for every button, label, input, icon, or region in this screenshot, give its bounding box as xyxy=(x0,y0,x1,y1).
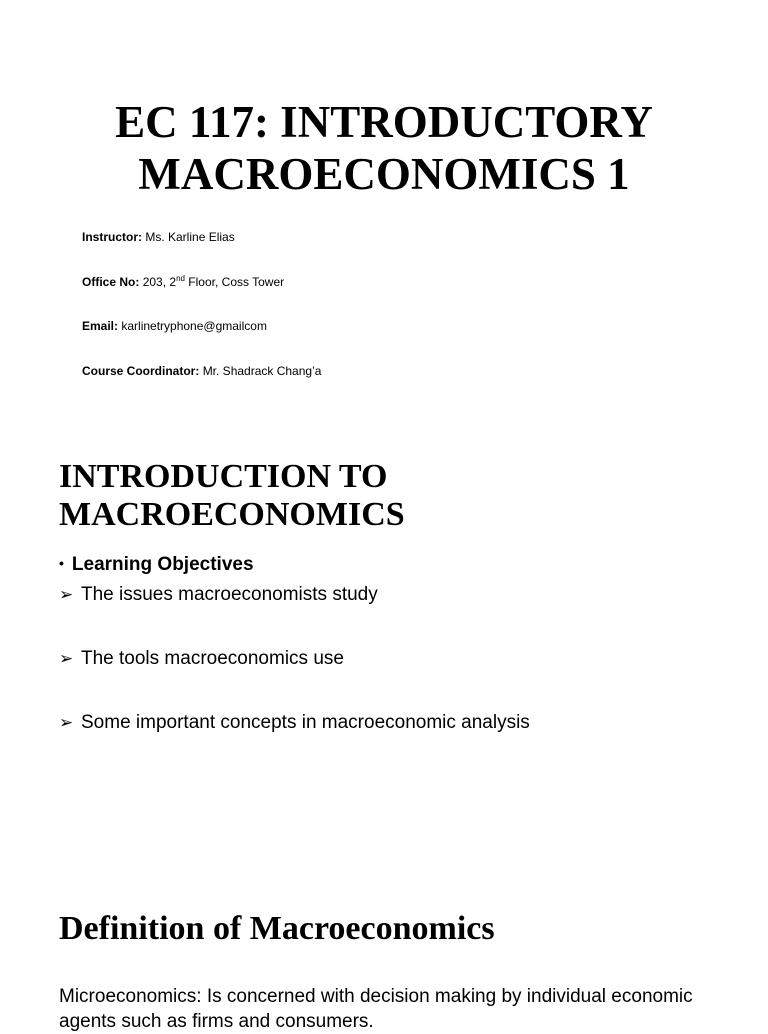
email-value: karlinetryphone@gmailcom xyxy=(121,319,267,333)
instructor-value: Ms. Karline Elias xyxy=(145,230,235,244)
title-line-2: MACROECONOMICS 1 xyxy=(138,149,630,199)
intro-heading-line-2: MACROECONOMICS xyxy=(59,496,405,533)
coordinator-label: Course Coordinator: xyxy=(82,364,200,378)
office-value-prefix: 203, 2 xyxy=(142,275,177,289)
learning-objectives-bullet xyxy=(59,551,254,577)
objective-text: Some important concepts in macroeconomic analysis xyxy=(81,712,530,733)
intro-heading xyxy=(59,458,405,534)
objective-item xyxy=(59,647,344,671)
title-line-1: EC 117: INTRODUCTORY xyxy=(115,97,653,147)
arrow-bullet-icon: ➢ xyxy=(59,585,74,604)
definition-paragraph: Microeconomics: Is concerned with decision making by individual economic agents such as firms and consumers. xyxy=(59,986,693,1032)
email-label: Email: xyxy=(82,319,119,333)
arrow-bullet-icon: ➢ xyxy=(59,713,74,732)
arrow-bullet-icon: ➢ xyxy=(59,649,74,668)
bullet-dot-icon: • xyxy=(59,555,64,571)
definition-heading: Definition of Macroeconomics xyxy=(59,910,495,947)
coordinator-info xyxy=(82,363,321,379)
objective-item xyxy=(59,583,378,607)
instructor-info xyxy=(82,229,235,245)
document-title xyxy=(0,96,768,200)
office-label: Office No: xyxy=(82,275,140,289)
office-value-superscript: nd xyxy=(176,274,185,283)
coordinator-value: Mr. Shadrack Chang’a xyxy=(202,364,322,378)
learning-objectives-label: Learning Objectives xyxy=(71,554,254,575)
objective-item xyxy=(59,711,530,735)
office-info xyxy=(82,274,284,290)
instructor-label: Instructor: xyxy=(82,230,142,244)
objective-text: The tools macroeconomics use xyxy=(81,648,344,669)
objective-text: The issues macroeconomists study xyxy=(81,584,378,605)
email-info xyxy=(82,318,267,334)
office-value-suffix: Floor, Coss Tower xyxy=(184,275,285,289)
intro-heading-line-1: INTRODUCTION TO xyxy=(59,458,388,495)
